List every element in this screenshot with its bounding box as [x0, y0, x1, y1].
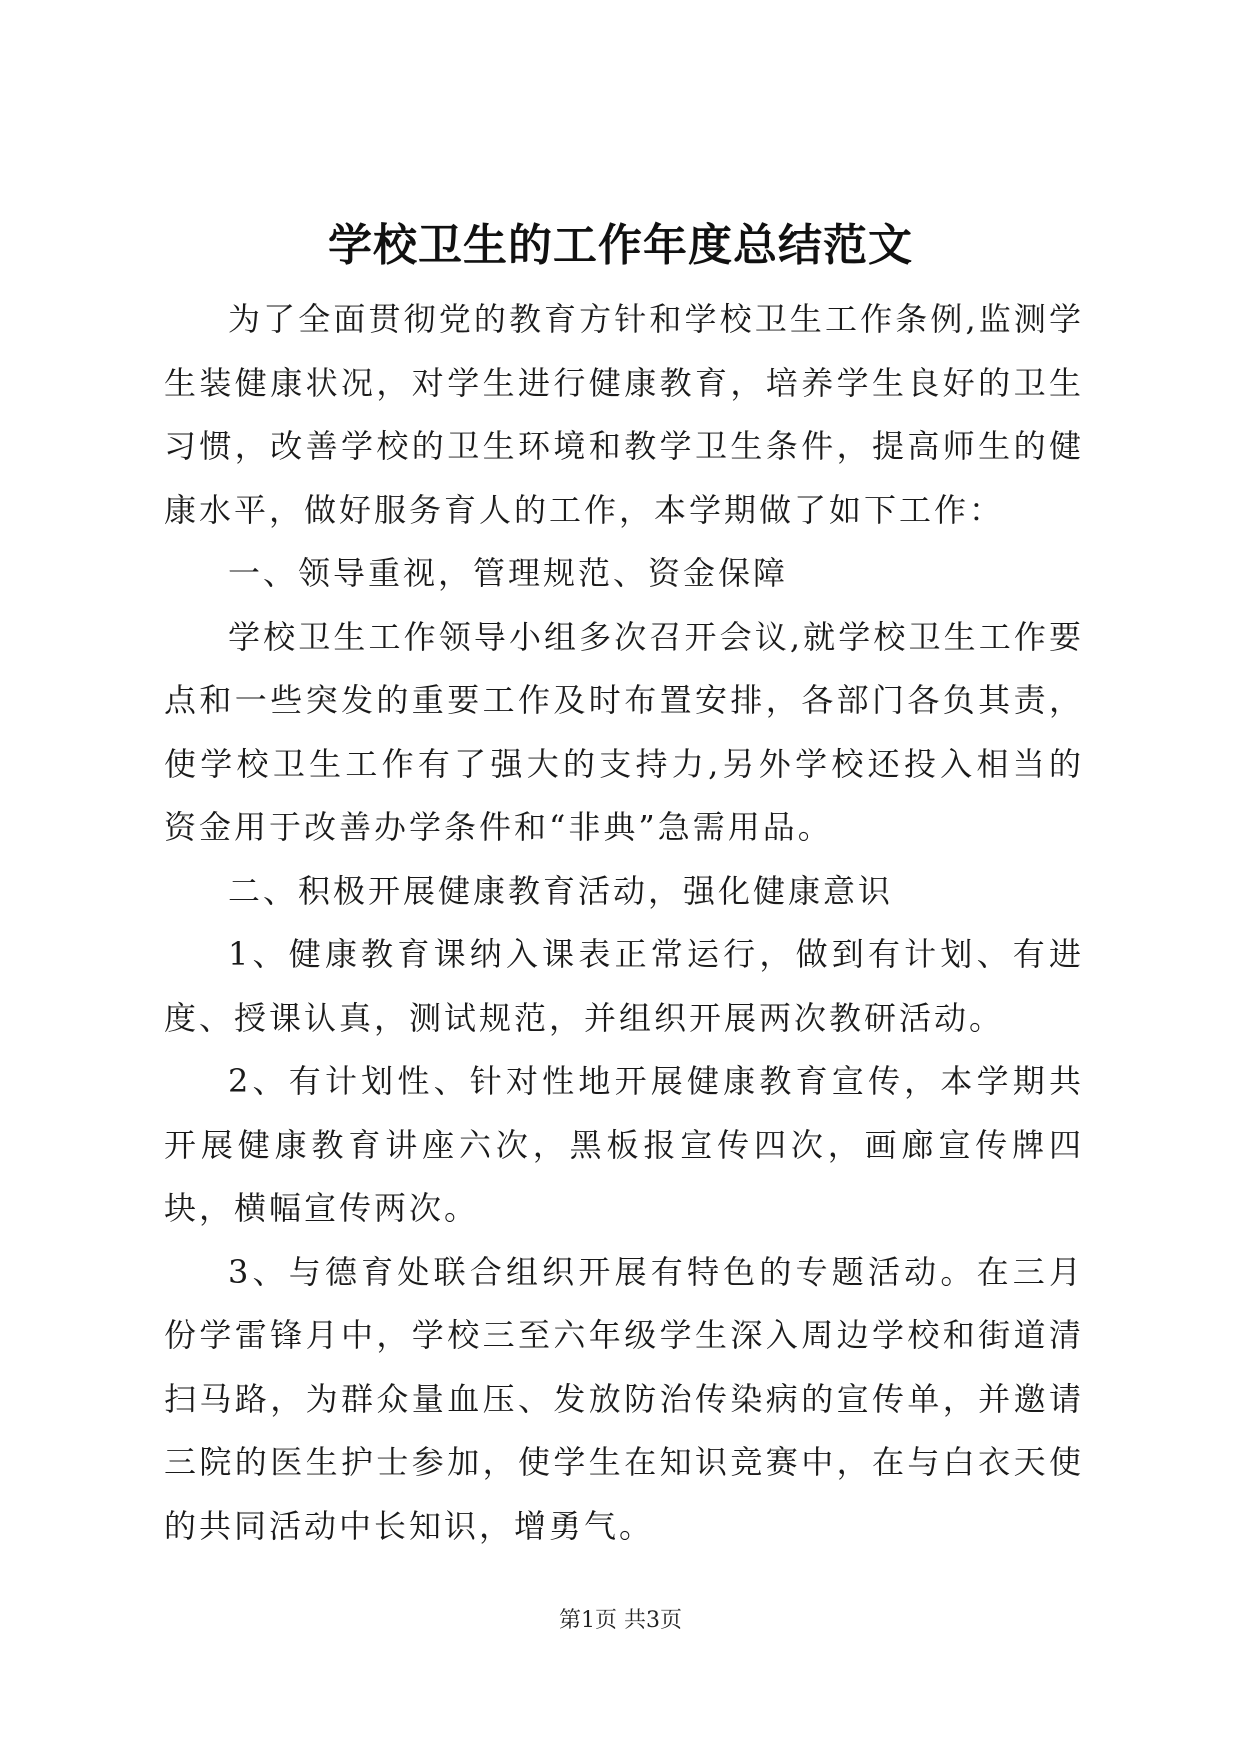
- section-heading-1: 一、领导重视，管理规范、资金保障: [228, 554, 789, 592]
- item-3-paragraph: 3、与德育处联合组织开展有特色的专题活动。在三月份学雷锋月中，学校三至六年级学生深入周边学校和街道清扫马路，为群众量血压、发放防治传染病的宣传单，并邀请三院的医生护士参加，使学生在知识竞赛中，在与白衣天使的共同活动中长知识，增勇气。: [164, 1252, 1084, 1545]
- document-body: [164, 288, 1084, 1558]
- intro-paragraph: 为了全面贯彻党的教育方针和学校卫生工作条例,监测学生装健康状况，对学生进行健康教育，培养学生良好的卫生习惯，改善学校的卫生环境和教学卫生条件，提高师生的健康水平，做好服务育人的工作，本学期做了如下工作：: [164, 300, 1084, 529]
- page-footer: 第1页 共3页: [559, 1608, 682, 1633]
- item-1-paragraph: 1、健康教育课纳入课表正常运行，做到有计划、有进度、授课认真，测试规范，并组织开展两次教研活动。: [164, 935, 1084, 1037]
- section-heading-2: 二、积极开展健康教育活动，强化健康意识: [228, 871, 894, 910]
- section-1-paragraph: 学校卫生工作领导小组多次召开会议,就学校卫生工作要点和一些突发的重要工作及时布置安排，各部门各负其责，使学校卫生工作有了强大的支持力,另外学校还投入相当的资金用于改善办学条件和“非典”急需用品。: [164, 617, 1084, 846]
- document-title: 学校卫生的工作年度总结范文: [328, 220, 913, 271]
- item-2-paragraph: 2、有计划性、针对性地开展健康教育宣传，本学期共开展健康教育讲座六次，黑板报宣传四次，画廊宣传牌四块，横幅宣传两次。: [164, 1062, 1084, 1227]
